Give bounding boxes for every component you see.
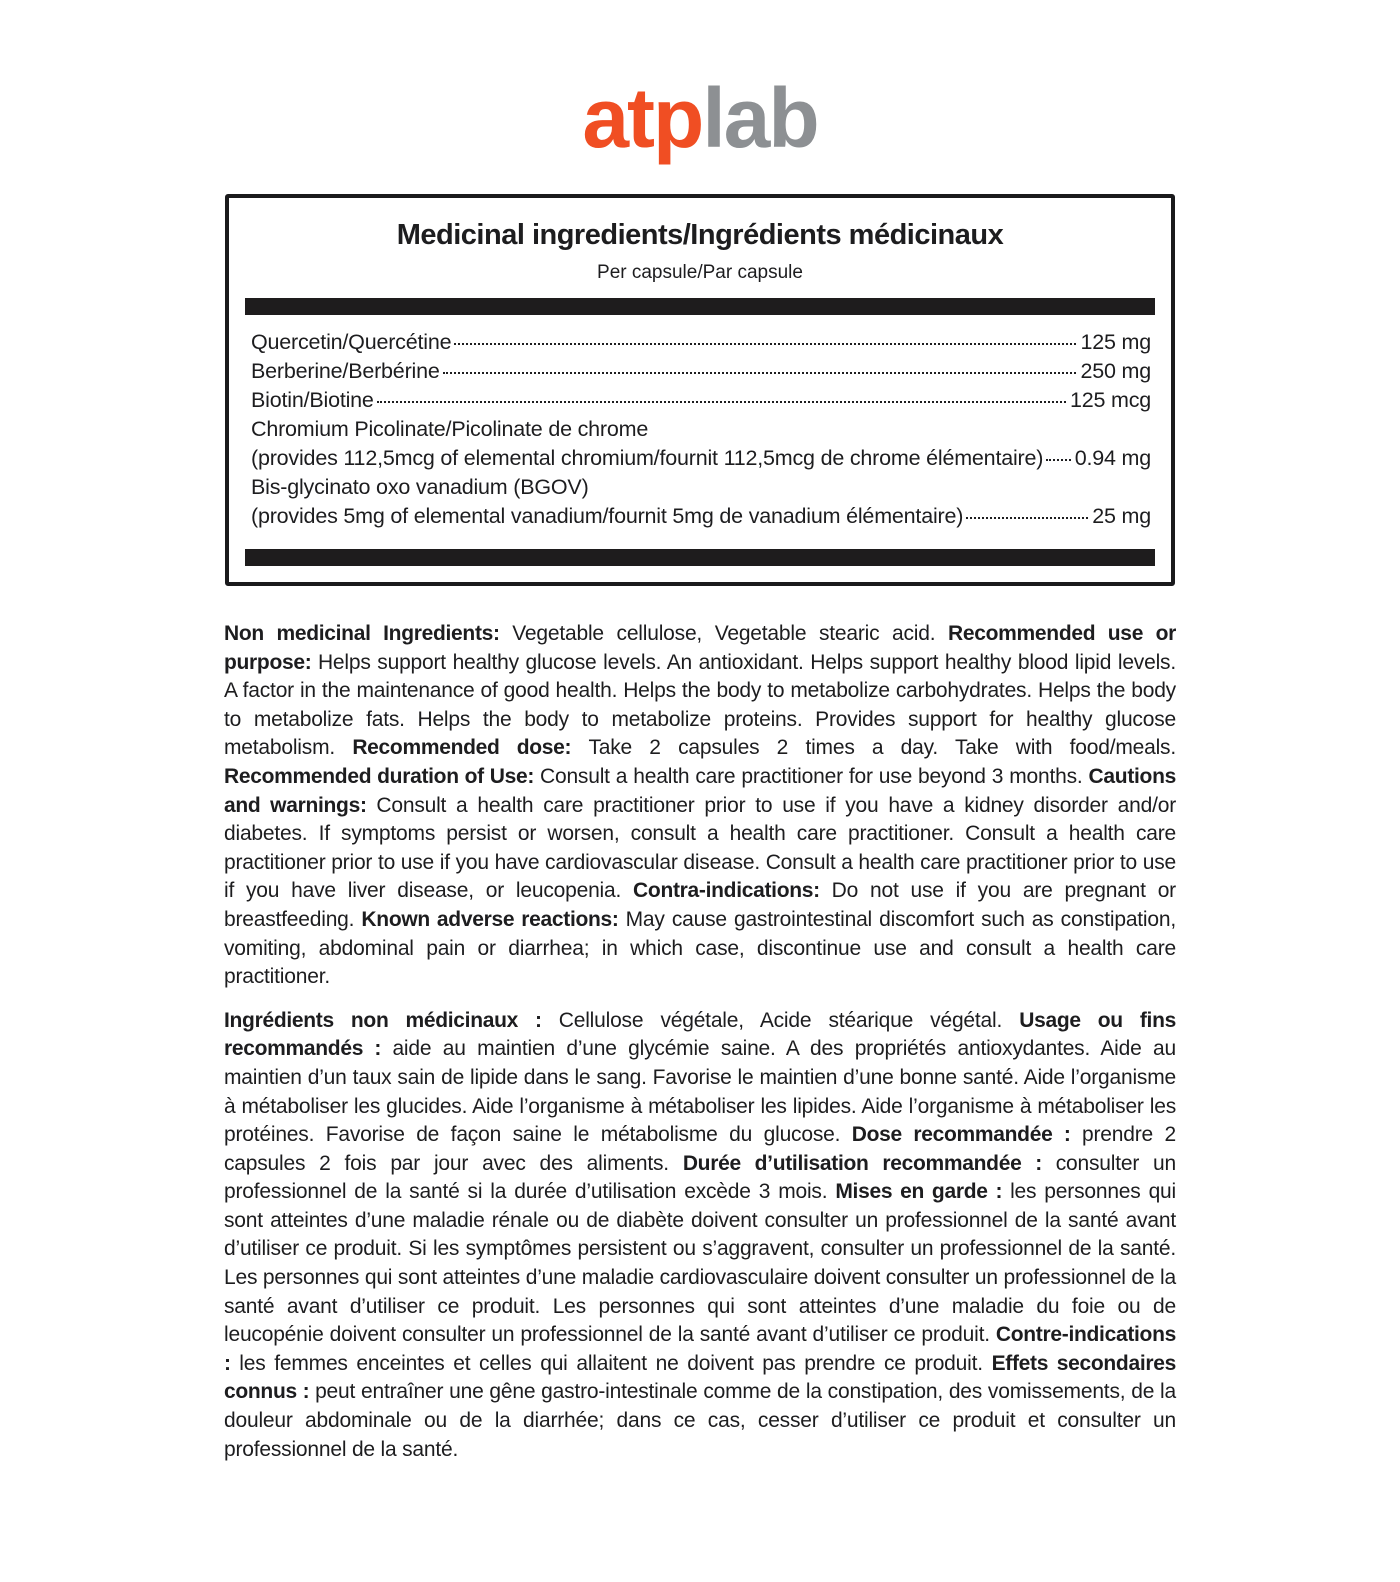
logo-part-atp: atp	[582, 71, 703, 165]
bold-label: Contre-indications :	[224, 1323, 1176, 1375]
body-text: May cause gastrointestinal discomfort such as constipation, vomiting, abdominal pain or diarrhea; in which case, discontinue use and consult a health care practitioner.	[224, 907, 1176, 989]
ingredient-name: Quercetin/Quercétine	[251, 330, 452, 354]
body-text: les personnes qui sont atteintes d’une maladie rénale ou de diabète doivent consulter un professionnel de la santé avant d’utiliser ce produit. Si les symptômes persistent ou s’aggravent, consulter un professionnel de la santé. Les personnes qui sont atteintes d’une maladie cardiovasculaire doivent consulter un professionnel de la santé avant d’utiliser ce produit. Les personnes qui sont atteintes d’une maladie du foie ou de leucopénie doivent consulter un professionnel de la santé avant d’utiliser ce produit.	[224, 1180, 1176, 1347]
ingredient-list	[245, 315, 1155, 539]
body-text: Consult a health care practitioner prior to use if you have a kidney disorder and/or diabetes. If symptoms persist or worsen, consult a health care practitioner. Consult a health care practitioner prior to use if you have cardiovascular disease. Consult a health care practitioner prior to use if you have liver disease, or leucopenia.	[224, 793, 1176, 903]
body-text: Helps support healthy glucose levels. An antioxidant. Helps support healthy blood lipid levels. A factor in the maintenance of good health. Helps the body to metabolize carbohydrates. Helps the body to metabolize fats. Helps the body to metabolize proteins. Provides support for healthy glucose metabolism.	[224, 650, 1176, 760]
bold-label: Effets secondaires connus :	[224, 1351, 1176, 1404]
ingredient-row	[251, 415, 1151, 444]
logo-part-lab: lab	[702, 71, 818, 165]
bold-label: Cautions and warnings:	[224, 764, 1176, 817]
bold-label: Contra-indications:	[633, 879, 832, 903]
ingredient-name: Biotin/Biotine	[251, 388, 374, 412]
divider-bar-bottom	[245, 549, 1155, 566]
medicinal-ingredients-panel	[225, 194, 1175, 586]
bold-label: Dose recommandée :	[851, 1123, 1082, 1147]
body-text: prendre 2 capsules 2 fois par jour avec des aliments.	[224, 1123, 1176, 1175]
ingredient-name: Chromium Picolinate/Picolinate de chrome	[251, 417, 649, 441]
ingredient-name: Bis-glycinato oxo vanadium (BGOV)	[251, 475, 589, 499]
bold-label: Ingrédients non médicinaux :	[224, 1008, 559, 1032]
body-text: les femmes enceintes et celles qui allaitent ne doivent pas prendre ce produit.	[239, 1351, 992, 1375]
ingredient-row	[251, 386, 1151, 415]
body-text: Vegetable cellulose, Vegetable stearic acid.	[512, 622, 949, 645]
body-text: Cellulose végétale, Acide stéarique végétal.	[558, 1008, 1020, 1032]
divider-bar-top	[245, 298, 1155, 315]
ingredient-amount: 0.94 mg	[1074, 446, 1151, 470]
bold-label: Recommended use or purpose:	[224, 622, 1176, 674]
ingredient-name: (provides 5mg of elemental vanadium/fournit 5mg de vanadium élémentaire)	[251, 504, 964, 528]
panel-title: Medicinal ingredients/Ingrédients médicinaux	[396, 219, 1004, 251]
ingredient-row	[251, 328, 1151, 357]
ingredient-amount: 250 mg	[1080, 359, 1151, 383]
bold-label: Mises en garde :	[835, 1180, 1011, 1204]
french-directions-paragraph	[224, 1007, 1176, 1465]
ingredient-row	[251, 473, 1151, 502]
english-directions-paragraph	[224, 620, 1176, 992]
body-text: aide au maintien d’une glycémie saine. A des propriétés antioxydantes. Aide au maintien d’un taux sain de lipide dans le sang. Favorise le maintien d’une bonne santé. Aide l’organisme à métaboliser les glucides. Aide l’organisme à métaboliser les lipides. Aide l’organisme à métaboliser les protéines. Favorise de façon saine le métabolisme du glucose.	[224, 1037, 1176, 1147]
bold-label: Known adverse reactions:	[361, 907, 626, 931]
ingredient-amount: 125 mg	[1080, 330, 1151, 354]
ingredient-row	[251, 444, 1151, 473]
body-text: Consult a health care practitioner for use beyond 3 months.	[540, 764, 1089, 788]
ingredient-amount: 25 mg	[1092, 504, 1151, 528]
ingredient-row	[251, 357, 1151, 386]
ingredient-amount: 125 mcg	[1069, 388, 1151, 412]
bold-label: Durée d’utilisation recommandée :	[682, 1151, 1056, 1175]
directions-text-column	[224, 620, 1176, 1464]
ingredient-row	[251, 502, 1151, 531]
bold-label: Non medicinal Ingredients:	[224, 622, 513, 645]
bold-label: Recommended dose:	[352, 736, 589, 760]
body-text: consulter un professionnel de la santé si la durée d’utilisation excède 3 mois.	[224, 1151, 1176, 1204]
body-text: Take 2 capsules 2 times a day. Take with food/meals.	[588, 736, 1176, 760]
atplab-logo	[0, 72, 1400, 164]
ingredient-name: Berberine/Berbérine	[251, 359, 440, 383]
body-text: Do not use if you are pregnant or breastfeeding.	[224, 879, 1176, 931]
bold-label: Usage ou fins recommandés :	[224, 1008, 1176, 1061]
ingredient-name: (provides 112,5mcg of elemental chromium/fournit 112,5mcg de chrome élémentaire)	[251, 446, 1044, 470]
body-text: peut entraîner une gêne gastro-intestinale comme de la constipation, des vomissements, de la douleur abdominale ou de la diarrhée; dans ce cas, cesser d’utiliser ce produit et consulter un professionnel de la santé.	[224, 1380, 1176, 1461]
bold-label: Recommended duration of Use:	[224, 764, 540, 788]
panel-subtitle: Per capsule/Par capsule	[597, 262, 803, 283]
